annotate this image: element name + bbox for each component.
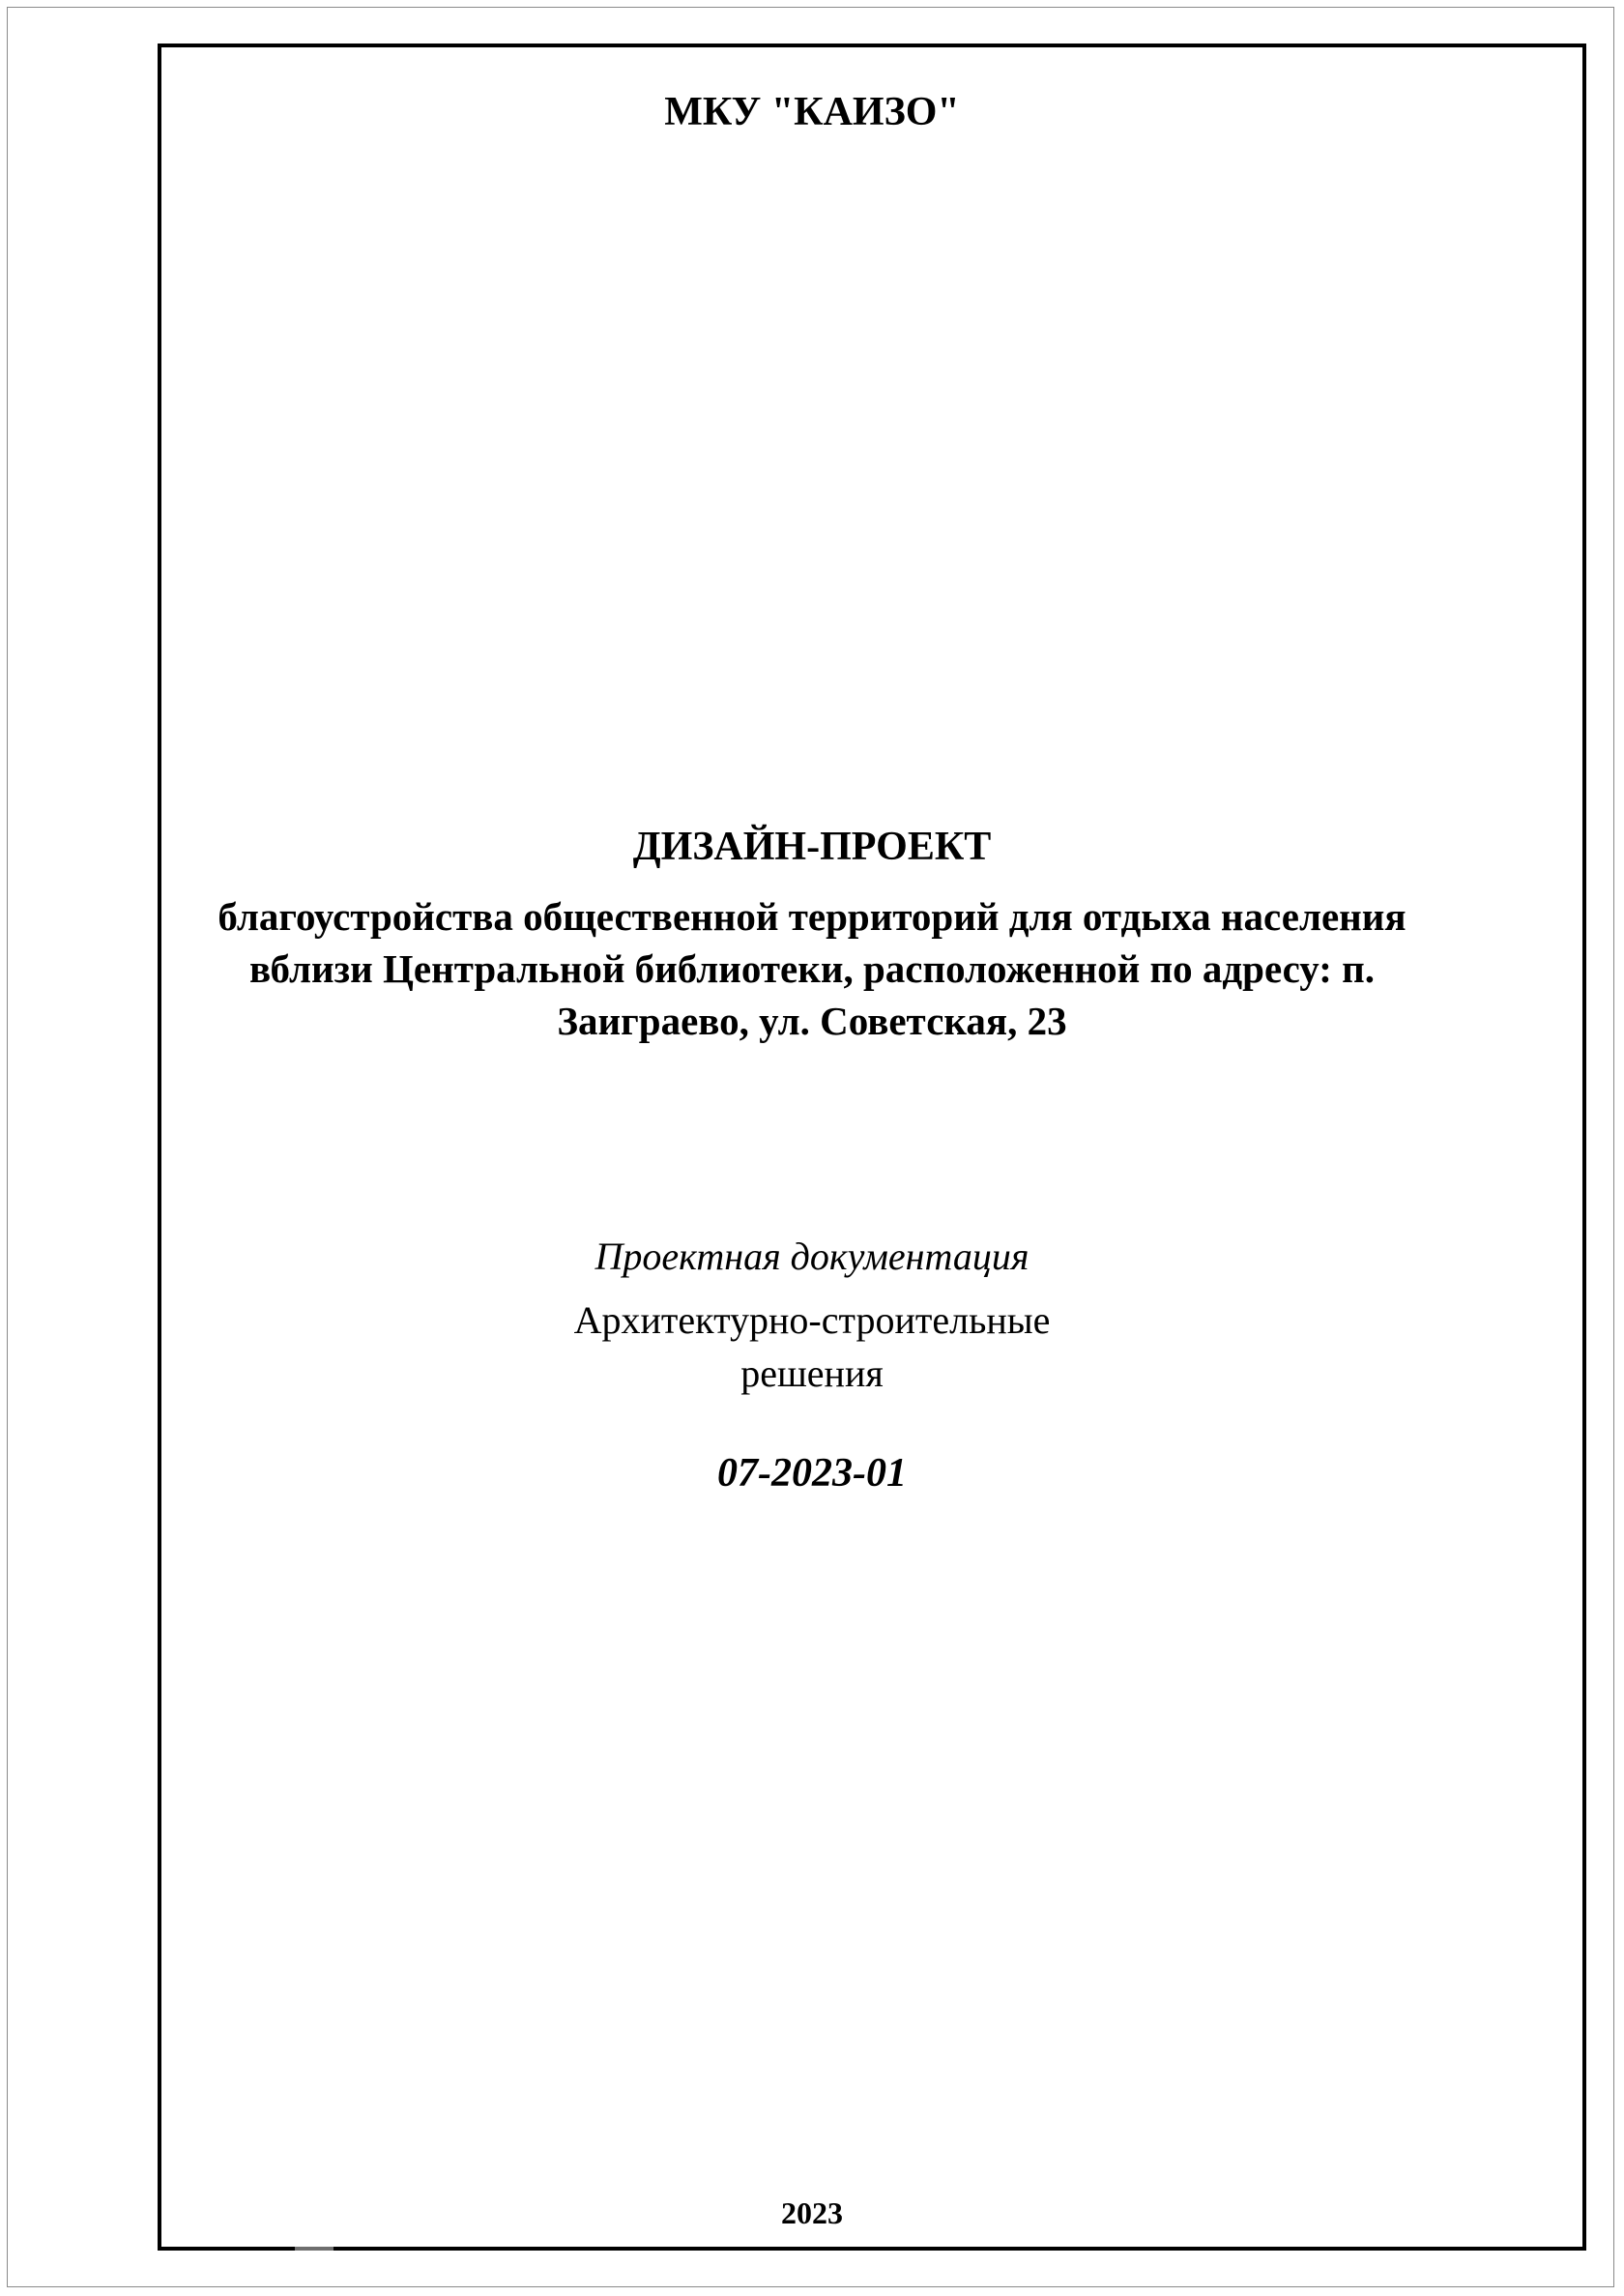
subtitle-line-1: благоустройства общественной территорий для отдыха населения xyxy=(218,894,1406,939)
subtitle-line-3: Заиграево, ул. Советская, 23 xyxy=(557,999,1067,1043)
document-year: 2023 xyxy=(781,2195,843,2230)
frame-mark xyxy=(295,2247,334,2251)
documentation-kind: Проектная документация xyxy=(594,1235,1030,1278)
section-title-line-2: решения xyxy=(740,1351,884,1395)
organization-name: МКУ "КАИЗО" xyxy=(664,90,960,134)
section-title-line-1: Архитектурно-строительные xyxy=(573,1298,1051,1342)
subtitle-line-2: вблизи Центральной библиотеки, расположенной по адресу: п. xyxy=(248,946,1376,991)
document-code: 07-2023-01 xyxy=(717,1451,907,1496)
drawing-frame xyxy=(158,44,1586,2251)
document-type-title: ДИЗАЙН-ПРОЕКТ xyxy=(632,825,992,869)
